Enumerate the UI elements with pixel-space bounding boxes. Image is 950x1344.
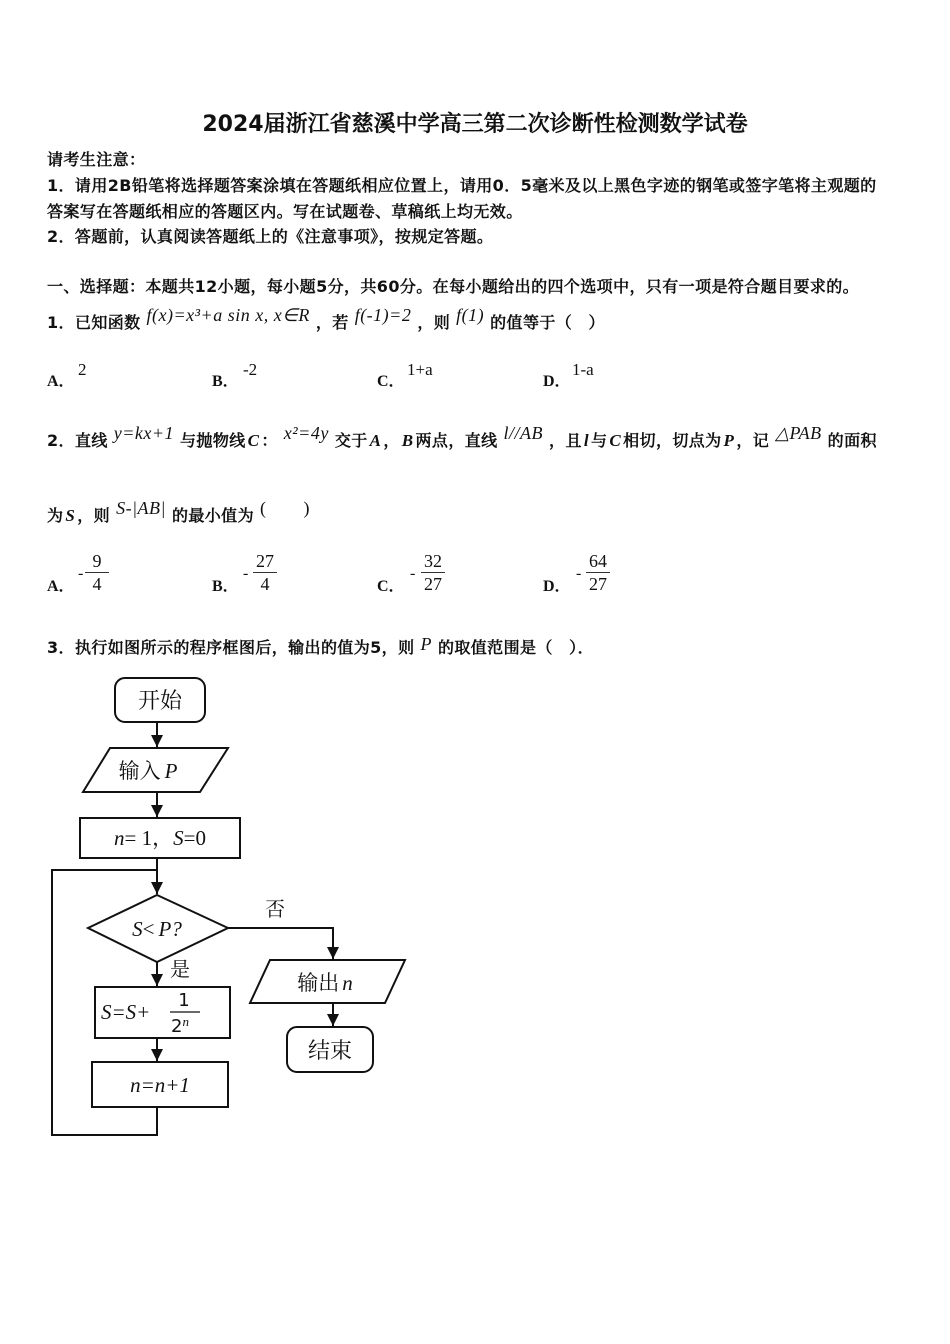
q2-text: ： — [261, 431, 278, 450]
init-s-value: =0 — [183, 826, 206, 850]
q2-line-expr: y=kx+1 — [113, 423, 175, 443]
q2-var: C — [247, 431, 260, 450]
q2-option-c-fraction — [416, 551, 450, 596]
end-label: 结束 — [307, 1039, 353, 1064]
section-heading: 一、选择题：本题共12小题，每小题5分，共60分。在每小题给出的四个选项中，只有一项是符合题目要求的。 — [47, 277, 860, 296]
q2-option-c-sign: - — [410, 565, 416, 582]
q2-triangle-expr: △PAB — [775, 423, 822, 443]
update-s-lhs: S=S+ — [101, 1000, 151, 1024]
q1-option-a-value: 2 — [78, 360, 87, 379]
q2-option-d-label: D． — [543, 578, 571, 595]
update-s-exponent: n — [182, 1014, 189, 1029]
q2-option-c-label: C． — [377, 578, 405, 595]
q2-var: l — [583, 431, 589, 450]
q2-var: C — [609, 431, 622, 450]
init-n-var: n — [114, 826, 125, 850]
q2-option-b-denominator: 4 — [260, 574, 270, 594]
q2-var: A — [369, 431, 382, 450]
q2-parabola-expr: x²=4y — [283, 423, 329, 443]
q2-option-b-sign: - — [243, 565, 249, 582]
condition-question-mark: ? — [171, 917, 182, 941]
question-2-stem-line-1 — [47, 423, 877, 451]
q2-text: 交于 — [334, 431, 368, 450]
q2-var: P — [723, 431, 735, 450]
output-var: n — [342, 971, 353, 995]
q2-option-a-numerator: 9 — [92, 551, 102, 571]
no-branch-arrow — [228, 928, 333, 959]
q2-text: 为 — [47, 506, 64, 525]
notice-line-2: 答案写在答题纸相应的答题区内。写在试题卷、草稿纸上均无效。 — [47, 202, 523, 221]
init-separator: ， — [152, 826, 174, 850]
q2-text: 相切，切点为 — [623, 431, 722, 450]
q2-option-a-fraction — [80, 551, 114, 596]
notice-heading: 请考生注意： — [47, 150, 146, 169]
q1-condition-expr: f(-1)=2 — [354, 305, 412, 325]
q3-text: 执行如图所示的程序框图后，输出的值为5，则 — [74, 638, 415, 657]
q2-text: 直线 — [74, 431, 108, 450]
q2-text: 的面积 — [827, 431, 877, 450]
input-var: P — [164, 759, 178, 783]
q3-var: P — [420, 634, 432, 654]
init-n-value: = 1 — [124, 826, 153, 850]
q2-answer-blank: ( ) — [259, 498, 310, 518]
q2-option-a-label: A． — [47, 578, 75, 595]
q2-text: ，且 — [549, 431, 582, 450]
question-1-number: 1． — [47, 313, 75, 332]
q2-option-d-sign: - — [576, 565, 582, 582]
output-text — [297, 971, 353, 995]
exam-title: 2024届浙江省慈溪中学高三第二次诊断性检测数学试卷 — [202, 112, 748, 137]
q2-option-d-numerator: 64 — [589, 551, 607, 571]
q2-text: ，则 — [77, 506, 111, 525]
q2-option-a-denominator: 4 — [92, 574, 102, 594]
q2-option-a-sign: - — [78, 565, 84, 582]
q1-option-c-label: C． — [377, 373, 405, 390]
q2-option-d-fraction — [581, 551, 615, 596]
update-s-denominator-base: 2 — [171, 1016, 183, 1037]
condition-operator: < — [142, 917, 155, 941]
q1-option-b-label: B． — [212, 373, 239, 390]
q1-option-b-value: -2 — [243, 360, 258, 379]
q2-text: 的最小值为 — [171, 506, 254, 525]
notice-line-3: 2．答题前，认真阅读答题纸上的《注意事项》，按规定答题。 — [47, 227, 494, 246]
q1-text: 已知函数 — [74, 313, 141, 332]
no-branch-label: 否 — [265, 897, 285, 921]
q1-text: 的值等于（ ） — [490, 313, 605, 332]
start-label: 开始 — [137, 689, 183, 714]
q1-text: ，若 — [315, 313, 349, 332]
update-s-numerator: 1 — [178, 990, 190, 1011]
q2-text: ，记 — [736, 431, 770, 450]
q2-text: 与抛物线 — [180, 431, 246, 450]
q2-objective-expr: S-|AB| — [116, 498, 166, 518]
q1-text: ，则 — [417, 313, 451, 332]
q2-option-b-fraction — [248, 551, 282, 596]
q2-text: 与 — [590, 431, 608, 450]
q1-option-a-label: A． — [47, 373, 75, 390]
q1-option-c-value: 1+a — [407, 360, 433, 379]
input-text — [119, 759, 178, 783]
condition-p-var: P — [158, 917, 172, 941]
question-1-stem — [47, 305, 605, 333]
q2-option-b-numerator: 27 — [256, 551, 274, 571]
q1-option-d-label: D． — [543, 373, 571, 390]
q2-var: S — [65, 506, 76, 525]
q2-option-c-denominator: 27 — [424, 574, 442, 594]
question-2-stem-line-2 — [47, 498, 316, 526]
condition-s-var: S — [132, 917, 143, 941]
output-label: 输出 — [297, 971, 340, 995]
q1-function-expr: f(x)=x³+a sin x, x∈R — [146, 305, 310, 325]
question-3-number: 3． — [47, 638, 75, 657]
q2-text: ， — [383, 431, 400, 450]
q2-parallel-expr: l//AB — [503, 423, 544, 443]
update-n-text: n=n+1 — [130, 1073, 190, 1097]
q2-var: B — [401, 431, 414, 450]
q2-text: 两点，直线 — [415, 431, 498, 450]
q2-option-d-denominator: 27 — [589, 574, 607, 594]
q1-target-expr: f(1) — [456, 305, 485, 325]
input-label: 输入 — [118, 759, 161, 783]
program-flowchart — [0, 660, 440, 1150]
yes-branch-label: 是 — [170, 957, 190, 981]
q3-text: 的取值范围是（ ）． — [437, 638, 594, 657]
init-s-var: S — [173, 826, 184, 850]
notice-line-1: 1．请用2B铅笔将选择题答案涂填在答题纸相应位置上，请用0．5毫米及以上黑色字迹的钢笔或签字笔将主观题的 — [47, 176, 877, 195]
q2-option-c-numerator: 32 — [424, 551, 442, 571]
q2-option-b-label: B． — [212, 578, 239, 595]
question-3-stem — [47, 634, 594, 658]
question-2-number: 2． — [47, 431, 75, 450]
q1-option-d-value: 1-a — [572, 360, 594, 379]
init-text — [114, 826, 206, 851]
